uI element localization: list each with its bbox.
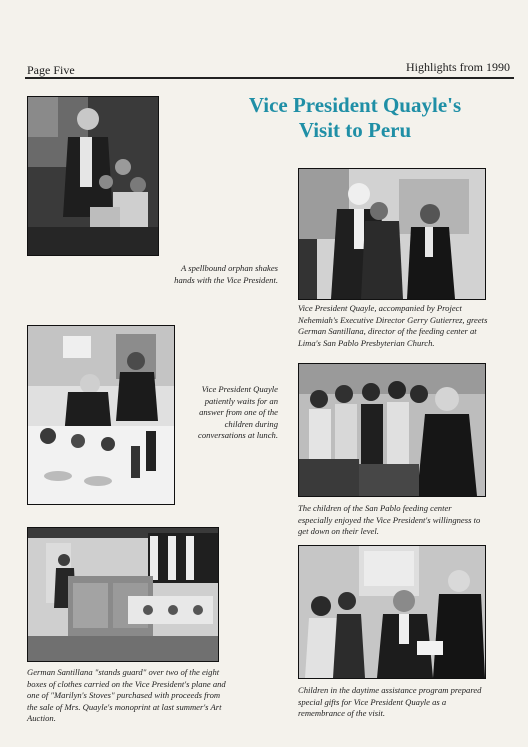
header-rule (25, 77, 514, 79)
caption-feeding-center-children: The children of the San Pablo feeding center especially enjoyed the Vice President's willingness to get down on their level. (298, 503, 481, 536)
caption-quayle-greets-santillana: Vice President Quayle, accompanied by Project Nehemiah's Executive Director Gerry Gutierrez, greets German Santillana, director of the feeding center at Lima's San Pablo Presbyterian Church. (298, 303, 488, 348)
photo-quayle-greets-santillana (298, 168, 486, 300)
title-line-1: Vice President Quayle's (248, 93, 462, 117)
photo-orphan-handshake (27, 96, 159, 256)
caption-orphan-handshake: A spellbound orphan shakes hands with the Vice President. (174, 263, 278, 285)
photo-children-gifts (298, 545, 486, 679)
photo-lunch-conversation (27, 325, 175, 505)
article-title (215, 93, 495, 143)
caption-children-gifts: Children in the daytime assistance program prepared special gifts for Vice President Quayle as a remembrance of the visit. (298, 685, 482, 718)
photo-clothes-boxes-stove (27, 527, 219, 662)
publication-name: Highlights from 1990 (406, 60, 510, 74)
title-line-2: Visit to Peru (298, 118, 412, 142)
photo-feeding-center-children (298, 363, 486, 497)
caption-clothes-boxes-stove: German Santillana "stands guard" over two of the eight boxes of clothes carried on the Vice President's plane and one of "Marilyn's Stoves" purchased with proceeds from the sale of Mrs. Quayle's monoprint at last summer's Art Auction. (27, 667, 226, 723)
page-number: Page Five (27, 63, 75, 77)
caption-lunch-conversation: Vice President Quayle patiently waits for an answer from one of the children during conversations at lunch. (198, 384, 278, 440)
